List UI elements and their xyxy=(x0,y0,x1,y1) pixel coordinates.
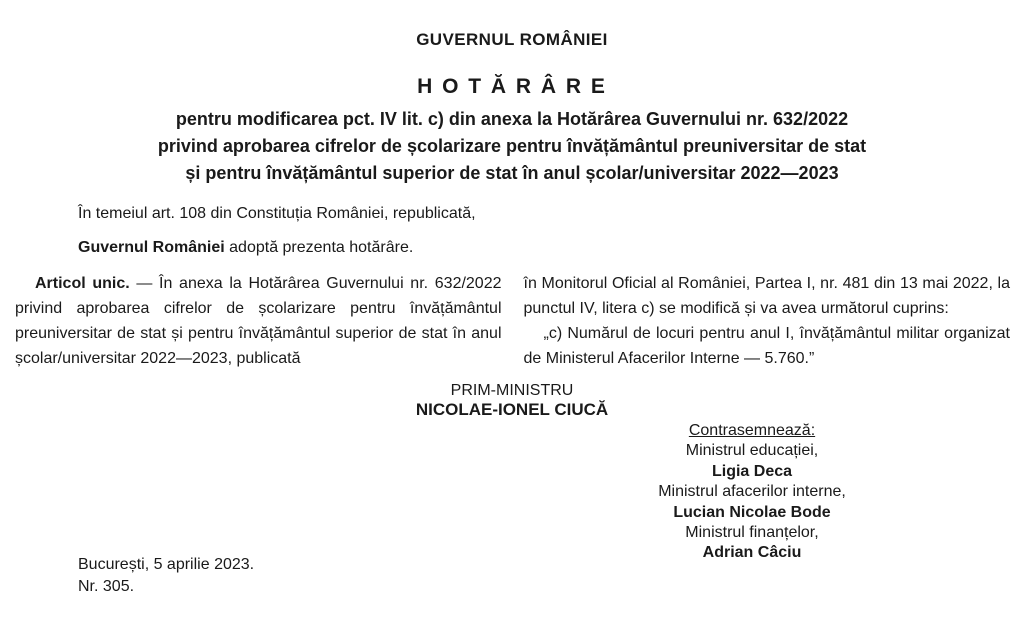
legal-basis-paragraph xyxy=(78,203,964,224)
article-text-left: — În anexa la Hotărârea Guvernului nr. 632/2022 privind aprobarea cifrelor de școlarizare pentru învățământul preuniversitar de stat și pentru învățământul superior de stat în anul școlar/universitar 2022—2023, publicată xyxy=(15,275,502,367)
countersign-block xyxy=(602,421,902,564)
prime-minister-name: NICOLAE-IONEL CIUCĂ xyxy=(415,400,609,419)
enacting-rest: adoptă prezenta hotărâre. xyxy=(224,239,414,256)
countersigner-title-education: Ministrul educației, xyxy=(685,442,819,460)
body-columns xyxy=(15,271,1010,371)
enacting-paragraph xyxy=(78,237,964,258)
government-title: GUVERNUL ROMÂNIEI xyxy=(416,30,608,49)
decree-title-line1: pentru modificarea pct. IV lit. c) din anexa la Hotărârea Guvernului nr. 632/2022 xyxy=(175,109,849,129)
article-text-right-continuation: în Monitorul Oficial al României, Partea I, nr. 481 din 13 mai 2022, la punctul IV, litera c) se modifică și va avea următorul cuprins: xyxy=(523,275,1010,317)
countersigner-name-interior: Lucian Nicolae Bode xyxy=(673,503,831,521)
decree-type-heading: H O T Ă R Â R E xyxy=(417,75,607,98)
decree-number: Nr. 305. xyxy=(78,578,135,595)
issuance-place-date: București, 5 aprilie 2023. xyxy=(78,556,255,573)
issuance-block xyxy=(78,554,254,598)
decree-title xyxy=(0,106,1024,187)
preamble xyxy=(78,203,964,258)
amended-provision-quote: „c) Numărul de locuri pentru anul I, învățământul militar organizat de Ministerul Afacerilor Interne — 5.760.” xyxy=(523,325,1010,367)
countersigner-title-interior: Ministrul afacerilor interne, xyxy=(658,483,846,501)
article-label: Articol unic. xyxy=(35,275,130,292)
countersign-heading: Contrasemnează: xyxy=(688,422,816,439)
legal-basis-text: În temeiul art. 108 din Constituția României, republicată, xyxy=(78,205,476,222)
right-column xyxy=(524,271,1011,371)
decree-title-line2: privind aprobarea cifrelor de școlarizare pentru învățământul preuniversitar de stat xyxy=(157,136,867,156)
prime-minister-title: PRIM-MINISTRU xyxy=(450,382,574,399)
countersigner-title-finance: Ministrul finanțelor, xyxy=(685,524,819,542)
enacting-subject: Guvernul României xyxy=(78,239,225,256)
countersigner-name-education: Ligia Deca xyxy=(711,462,793,480)
signatures-section xyxy=(0,381,1024,631)
prime-minister-block xyxy=(0,381,1024,419)
decree-title-line3: și pentru învățământul superior de stat în anul școlar/universitar 2022—2023 xyxy=(185,163,839,183)
left-column xyxy=(15,271,502,371)
countersigner-name-finance: Adrian Câciu xyxy=(702,544,802,562)
article-paragraph xyxy=(15,271,502,371)
